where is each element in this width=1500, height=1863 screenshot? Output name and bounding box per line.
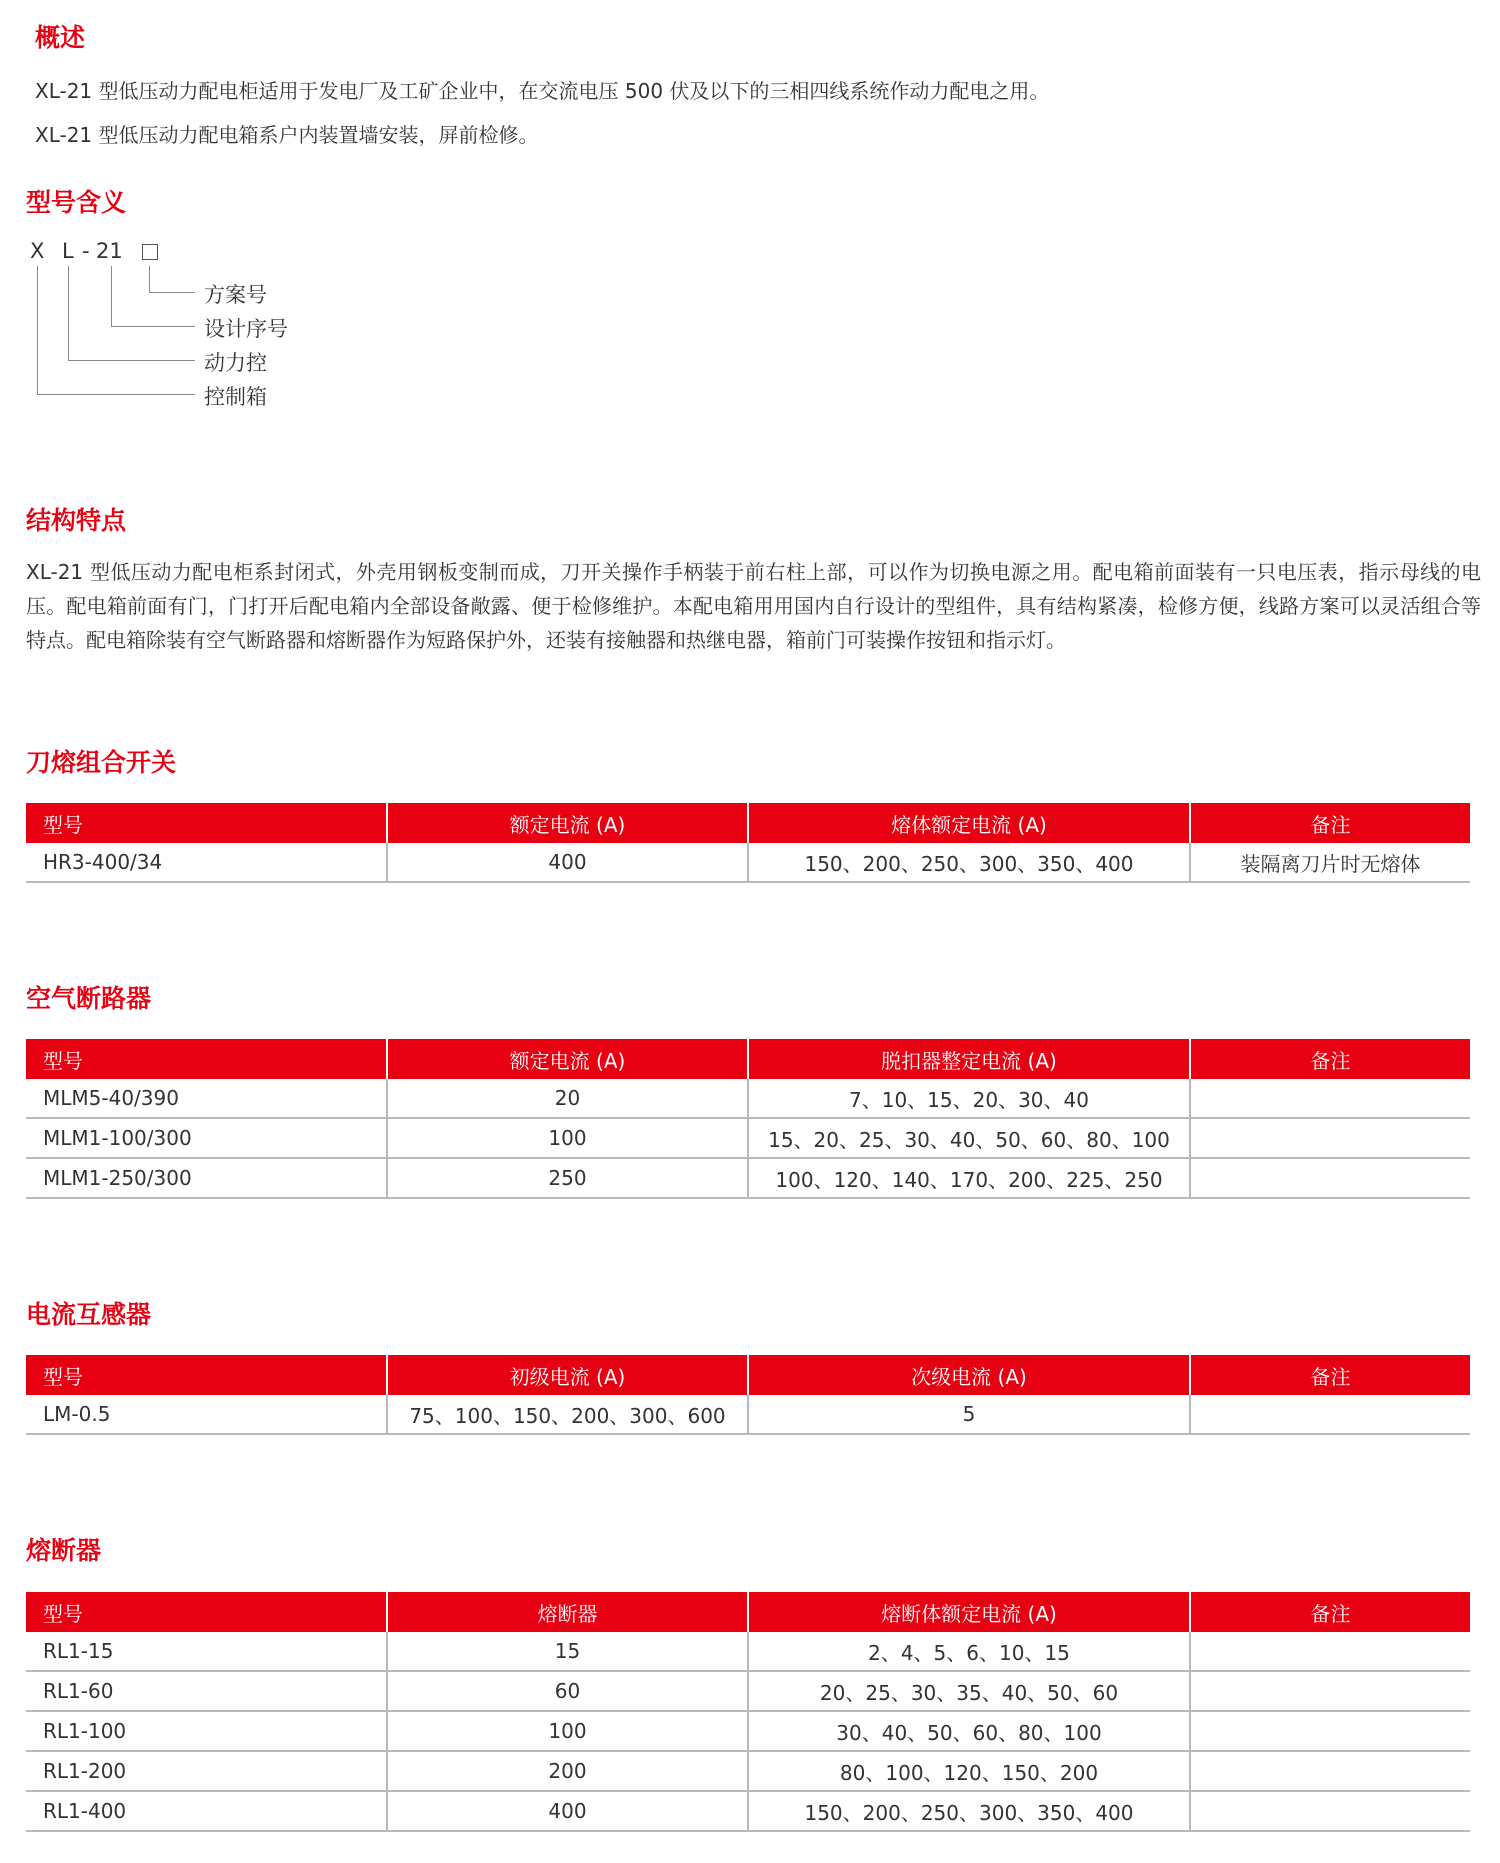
- cell-remark: [1190, 1079, 1470, 1118]
- header-remark: 备注: [1190, 1039, 1470, 1079]
- model-code-x: X: [30, 239, 45, 263]
- table-header-row: [26, 1592, 1470, 1632]
- cell-model: RL1-100: [26, 1711, 387, 1751]
- table-header-row: [26, 1355, 1470, 1395]
- header-col-3: 熔断体额定电流 (A): [748, 1592, 1190, 1632]
- air-breaker-table: [26, 1039, 1470, 1199]
- header-col-2: 额定电流 (A): [387, 803, 748, 843]
- label-power-control: 动力控: [204, 351, 267, 375]
- cell-model: RL1-200: [26, 1751, 387, 1791]
- header-model: 型号: [26, 1039, 387, 1079]
- cell-rated-current: 100: [387, 1118, 748, 1158]
- fuse-switch-heading: 刀熔组合开关: [26, 748, 177, 777]
- fuse-heading: 熔断器: [26, 1536, 102, 1565]
- cell-trip-current: 15、20、25、30、40、50、60、80、100: [748, 1118, 1190, 1158]
- header-col-2: 熔断器: [387, 1592, 748, 1632]
- table-row: [26, 1079, 1470, 1118]
- header-col-3: 次级电流 (A): [748, 1355, 1190, 1395]
- cell-fuse-current: 150、200、250、300、350、400: [748, 843, 1190, 882]
- overview-heading: 概述: [35, 23, 86, 52]
- current-transformer-table: [26, 1355, 1470, 1435]
- cell-model: MLM1-100/300: [26, 1118, 387, 1158]
- cell-remark: [1190, 1632, 1470, 1671]
- header-model: 型号: [26, 1355, 387, 1395]
- cell-fuse-element-current: 30、40、50、60、80、100: [748, 1711, 1190, 1751]
- header-col-3: 熔体额定电流 (A): [748, 803, 1190, 843]
- cell-fuse-element-current: 2、4、5、6、10、15: [748, 1632, 1190, 1671]
- cell-remark: [1190, 1751, 1470, 1791]
- cell-remark: [1190, 1395, 1470, 1434]
- air-breaker-heading: 空气断路器: [26, 984, 152, 1013]
- header-col-3: 脱扣器整定电流 (A): [748, 1039, 1190, 1079]
- cell-model: LM-0.5: [26, 1395, 387, 1434]
- cell-fuse: 200: [387, 1751, 748, 1791]
- cell-rated-current: 250: [387, 1158, 748, 1198]
- table-header-row: [26, 1039, 1470, 1079]
- current-transformer-heading: 电流互感器: [26, 1300, 152, 1329]
- table-row: [26, 1118, 1470, 1158]
- cell-model: HR3-400/34: [26, 843, 387, 882]
- cell-model: MLM1-250/300: [26, 1158, 387, 1198]
- cell-model: RL1-400: [26, 1791, 387, 1831]
- model-code-21: 21: [96, 239, 123, 263]
- model-code-l: L: [62, 239, 74, 263]
- table-row: [26, 843, 1470, 882]
- header-remark: 备注: [1190, 1592, 1470, 1632]
- cell-remark: [1190, 1158, 1470, 1198]
- cell-model: RL1-15: [26, 1632, 387, 1671]
- bracket-control: [37, 266, 195, 395]
- cell-remark: [1190, 1118, 1470, 1158]
- header-model: 型号: [26, 1592, 387, 1632]
- cell-remark: [1190, 1671, 1470, 1711]
- table-row: [26, 1791, 1470, 1831]
- cell-fuse: 100: [387, 1711, 748, 1751]
- table-row: [26, 1671, 1470, 1711]
- header-col-2: 额定电流 (A): [387, 1039, 748, 1079]
- model-meaning-heading: 型号含义: [26, 188, 127, 217]
- cell-trip-current: 7、10、15、20、30、40: [748, 1079, 1190, 1118]
- table-row: [26, 1711, 1470, 1751]
- cell-fuse-element-current: 20、25、30、35、40、50、60: [748, 1671, 1190, 1711]
- cell-rated-current: 400: [387, 843, 748, 882]
- cell-fuse: 15: [387, 1632, 748, 1671]
- overview-line-2: XL-21 型低压动力配电箱系户内装置墙安装，屏前检修。: [35, 123, 539, 147]
- table-row: [26, 1632, 1470, 1671]
- model-code-box: [142, 244, 158, 260]
- overview-line-1: XL-21 型低压动力配电柜适用于发电厂及工矿企业中，在交流电压 500 伏及以下的三相四线系统作动力配电之用。: [35, 79, 1050, 103]
- table-row: [26, 1751, 1470, 1791]
- cell-rated-current: 20: [387, 1079, 748, 1118]
- header-remark: 备注: [1190, 803, 1470, 843]
- cell-trip-current: 100、120、140、170、200、225、250: [748, 1158, 1190, 1198]
- cell-fuse: 60: [387, 1671, 748, 1711]
- header-col-2: 初级电流 (A): [387, 1355, 748, 1395]
- cell-model: RL1-60: [26, 1671, 387, 1711]
- cell-primary-current: 75、100、150、200、300、600: [387, 1395, 748, 1434]
- cell-fuse-element-current: 150、200、250、300、350、400: [748, 1791, 1190, 1831]
- label-scheme-no: 方案号: [204, 283, 267, 307]
- header-remark: 备注: [1190, 1355, 1470, 1395]
- table-row: [26, 1158, 1470, 1198]
- structure-text: XL-21 型低压动力配电柜系封闭式，外壳用钢板变制而成，刀开关操作手柄装于前右柱上部，可以作为切换电源之用。配电箱前面装有一只电压表，指示母线的电压。配电箱前面有门，门打开后配电箱内全部设备敞露、便于检修维护。本配电箱用用国内自行设计的型组件，具有结构紧凑，检修方便，线路方案可以灵活组合等特点。配电箱除装有空气断路器和熔断器作为短路保护外，还装有接触器和热继电器，箱前门可装操作按钮和指示灯。: [26, 560, 1481, 652]
- label-design-no: 设计序号: [204, 317, 288, 341]
- cell-secondary-current: 5: [748, 1395, 1190, 1434]
- structure-heading: 结构特点: [26, 506, 127, 535]
- cell-remark: 装隔离刀片时无熔体: [1190, 843, 1470, 882]
- table-header-row: [26, 803, 1470, 843]
- header-model: 型号: [26, 803, 387, 843]
- cell-fuse: 400: [387, 1791, 748, 1831]
- cell-model: MLM5-40/390: [26, 1079, 387, 1118]
- cell-fuse-element-current: 80、100、120、150、200: [748, 1751, 1190, 1791]
- cell-remark: [1190, 1791, 1470, 1831]
- cell-remark: [1190, 1711, 1470, 1751]
- table-row: [26, 1395, 1470, 1434]
- fuse-table: [26, 1592, 1470, 1832]
- fuse-switch-table: [26, 803, 1470, 883]
- model-code-dash: -: [82, 239, 90, 263]
- label-control-box: 控制箱: [204, 385, 267, 409]
